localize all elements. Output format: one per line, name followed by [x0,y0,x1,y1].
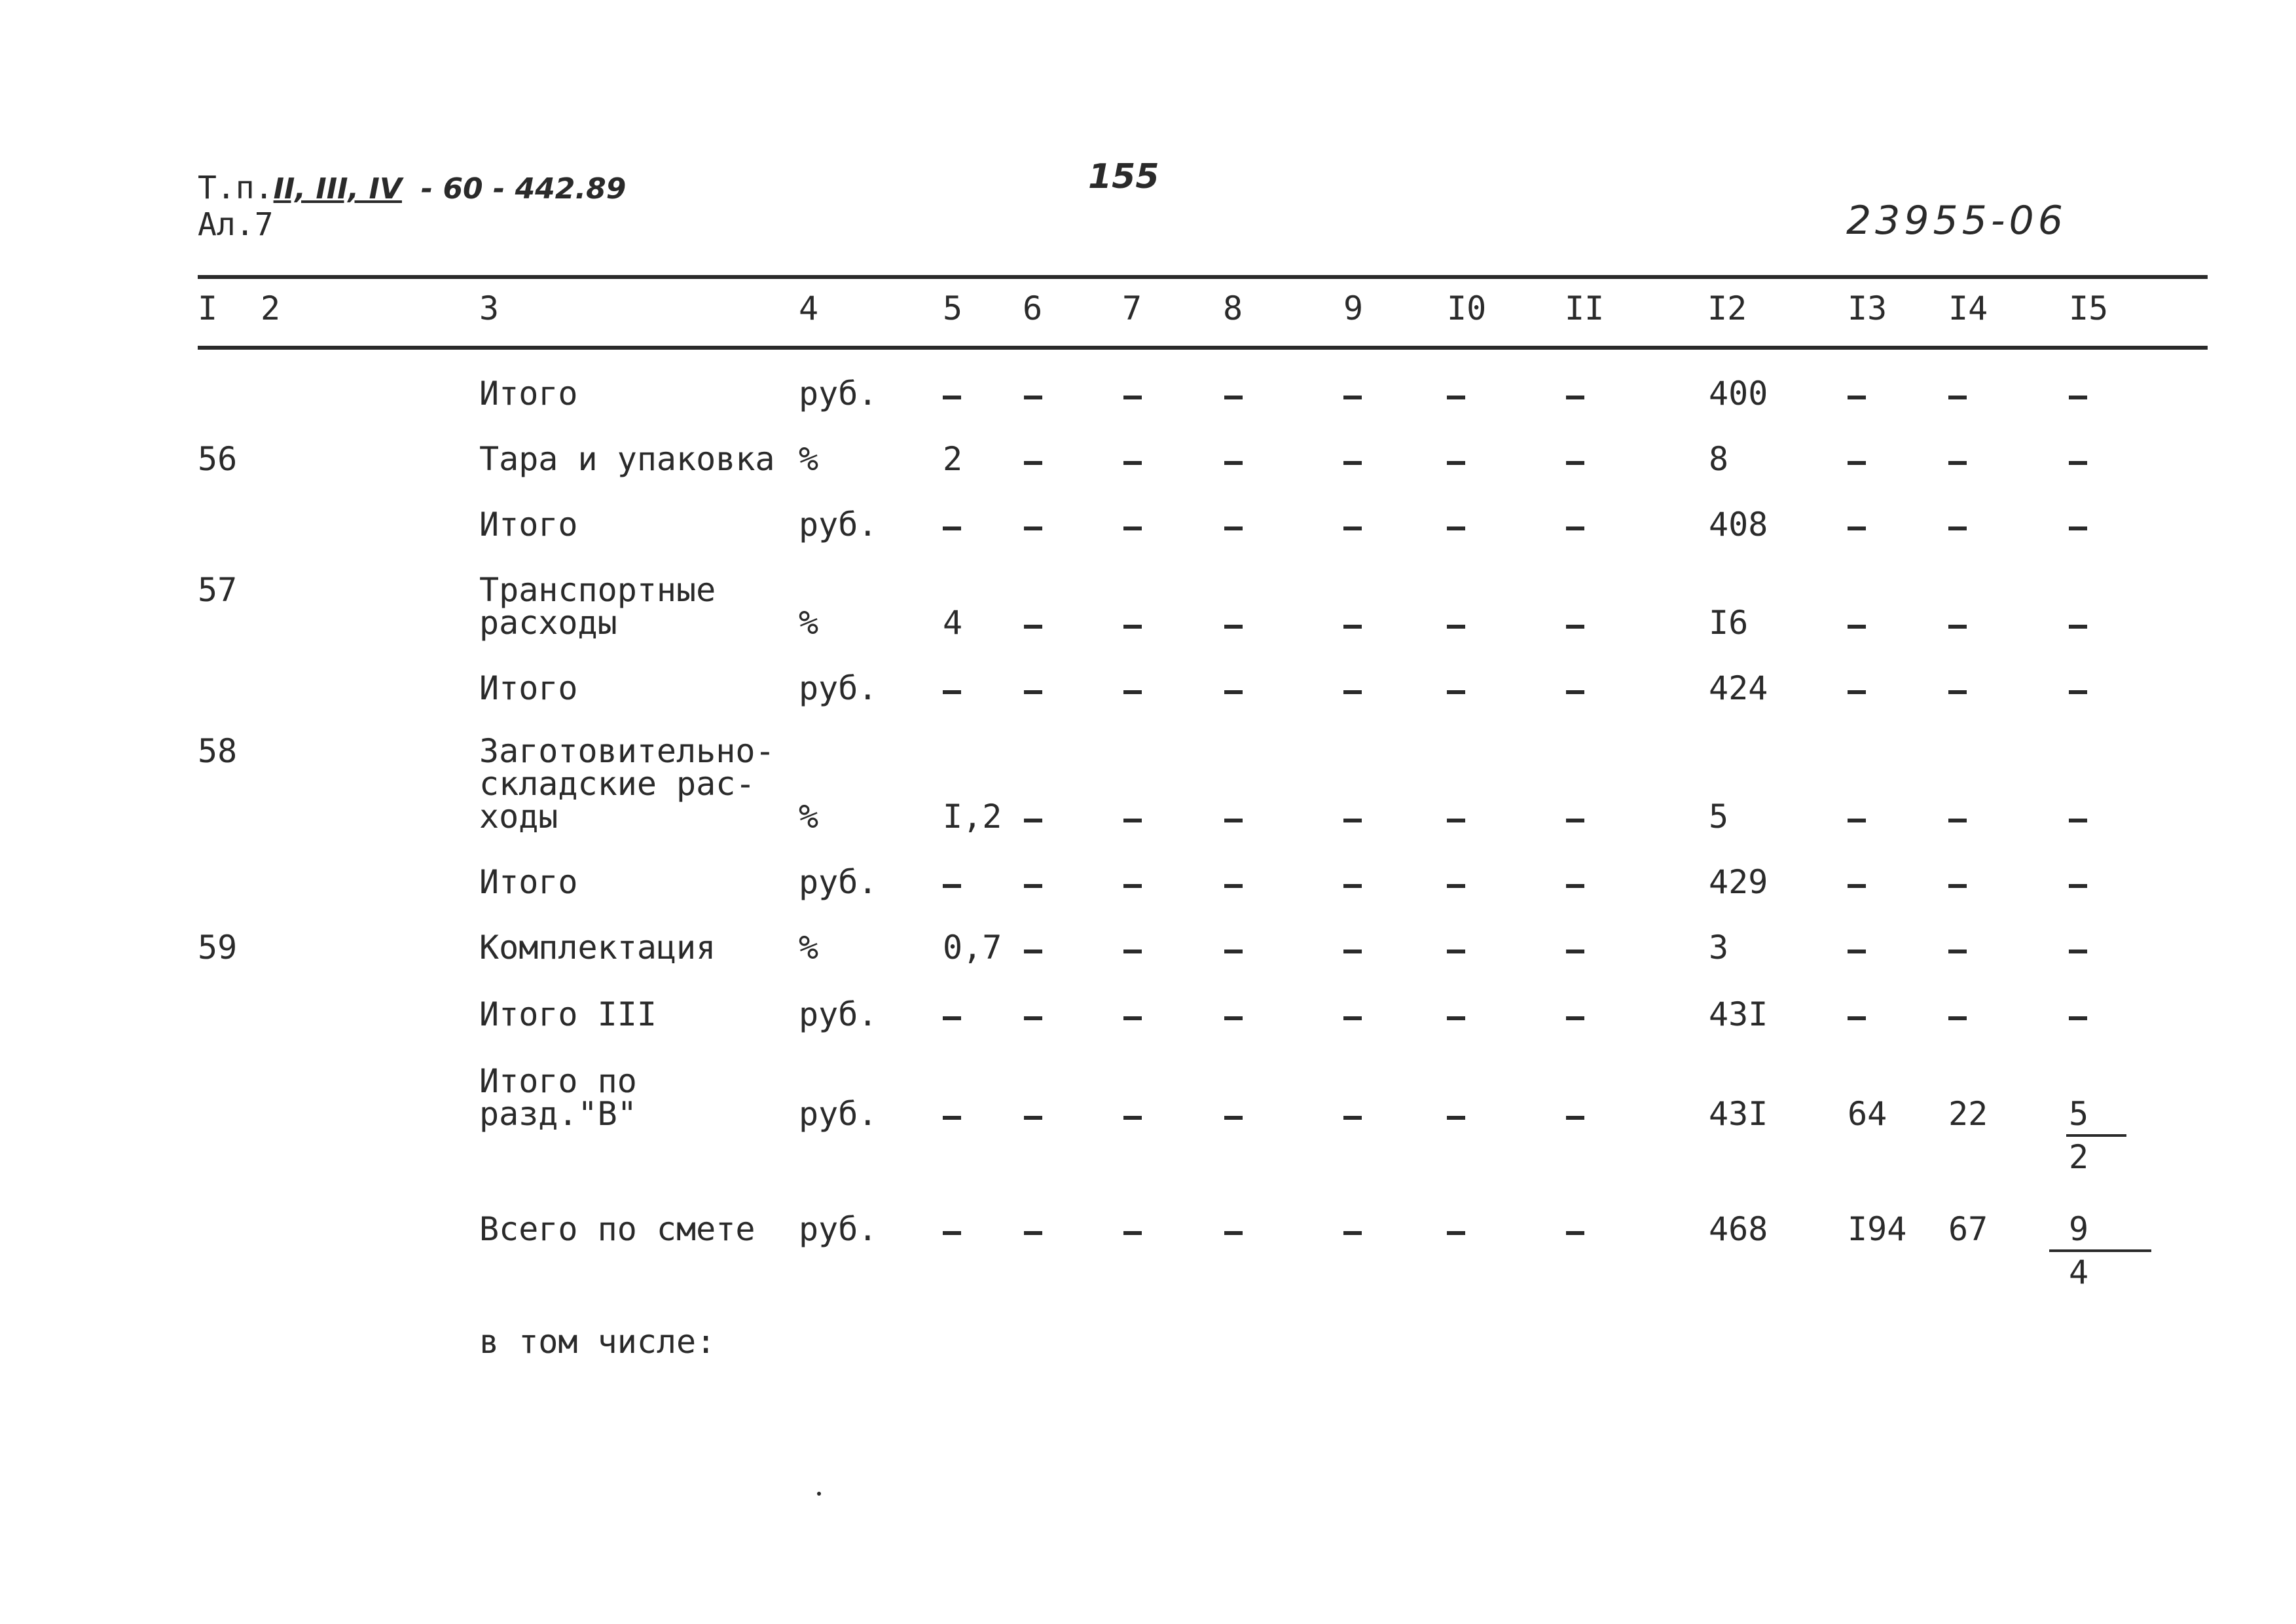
empty-dash [1123,1231,1142,1235]
empty-dash [2069,625,2087,629]
empty-dash [1848,461,1866,465]
empty-dash [1948,526,1967,530]
empty-dash [1024,819,1042,822]
empty-dash [1224,625,1243,629]
empty-dash [1224,1016,1243,1020]
empty-dash [1447,1116,1465,1120]
value-cell: 43I [1709,1095,1768,1133]
empty-dash [1566,690,1584,694]
item-name: Всего по смете [479,1210,756,1248]
empty-dash [1024,461,1042,465]
column-header: 6 [1023,289,1043,327]
empty-dash [2069,461,2087,465]
fraction-denominator: 2 [2069,1138,2089,1176]
item-name: складские рас- [479,765,756,803]
item-number: 57 [198,571,238,609]
value-cell: 5 [1709,798,1729,836]
empty-dash [1948,884,1967,888]
column-header: 5 [943,289,963,327]
empty-dash [1848,396,1866,399]
unit: руб. [799,1210,878,1248]
empty-dash [1024,1231,1042,1235]
empty-dash [1566,526,1584,530]
column-header: 8 [1223,289,1243,327]
empty-dash [1343,396,1362,399]
value-cell: 468 [1709,1210,1768,1248]
item-name: Итого [479,669,578,707]
empty-dash [1566,819,1584,822]
empty-dash [1447,1016,1465,1020]
empty-dash [1566,1231,1584,1235]
empty-dash [2069,819,2087,822]
fraction-bar [2066,1134,2126,1137]
empty-dash [1123,526,1142,530]
empty-dash [1123,1116,1142,1120]
empty-dash [1948,396,1967,399]
empty-dash [1447,1231,1465,1235]
value-cell: 408 [1709,506,1768,544]
empty-dash [1123,396,1142,399]
value-cell: I94 [1848,1210,1907,1248]
column-header: I4 [1948,289,1988,327]
empty-dash [1848,884,1866,888]
value-cell: 8 [1709,440,1729,478]
table-top-rule [198,275,2208,279]
unit: руб. [799,669,878,707]
empty-dash [1948,625,1967,629]
fraction-numerator: 5 [2069,1095,2089,1133]
column-header: I5 [2069,289,2109,327]
empty-dash [1566,625,1584,629]
item-number: 58 [198,732,238,770]
empty-dash [1848,625,1866,629]
empty-dash [1447,396,1465,399]
empty-dash [1343,819,1362,822]
empty-dash [1123,884,1142,888]
empty-dash [1123,461,1142,465]
empty-dash [1224,1116,1243,1120]
empty-dash [1848,950,1866,953]
empty-dash [1024,526,1042,530]
empty-dash [1224,819,1243,822]
album-label: Ал.7 [198,206,274,243]
empty-dash [1343,526,1362,530]
empty-dash [1447,461,1465,465]
doc-code-roman: II, III, IV [273,172,402,206]
document-code [198,172,626,206]
empty-dash [1566,950,1584,953]
empty-dash [1447,690,1465,694]
value-cell: 43I [1709,995,1768,1033]
empty-dash [1566,1016,1584,1020]
doc-code-prefix: Т.п. [198,170,274,206]
empty-dash [1343,461,1362,465]
unit: руб. [799,375,878,413]
doc-code-suffix: - 60 - 442.89 [420,172,627,206]
value-cell: 400 [1709,375,1768,413]
empty-dash [1566,396,1584,399]
empty-dash [1447,526,1465,530]
empty-dash [1343,1231,1362,1235]
column-header: I [198,289,218,327]
empty-dash [1566,884,1584,888]
empty-dash [1848,1016,1866,1020]
column-header: I0 [1447,289,1487,327]
empty-dash [1343,950,1362,953]
empty-dash [1948,1016,1967,1020]
column-header: I2 [1707,289,1747,327]
empty-dash [943,396,961,399]
empty-dash [1948,461,1967,465]
item-name: разд."В" [479,1095,637,1133]
item-name: Заготовительно- [479,732,775,770]
empty-dash [1024,690,1042,694]
empty-dash [1447,625,1465,629]
empty-dash [1123,690,1142,694]
unit: % [799,798,819,836]
empty-dash [1848,526,1866,530]
empty-dash [1447,950,1465,953]
unit: % [799,929,819,967]
column-header: II [1565,289,1605,327]
inventory-number: 23955-06 [1846,198,2067,244]
column-header: 7 [1122,289,1142,327]
item-name: Транспортные [479,571,716,609]
empty-dash [1948,690,1967,694]
empty-dash [1566,461,1584,465]
empty-dash [943,690,961,694]
item-name: Итого [479,506,578,544]
column-header: I3 [1848,289,1887,327]
unit: руб. [799,1095,878,1133]
empty-dash [1224,461,1243,465]
item-number: 56 [198,440,238,478]
unit: руб. [799,863,878,901]
empty-dash [2069,884,2087,888]
empty-dash [2069,396,2087,399]
item-number: 59 [198,929,238,967]
empty-dash [1224,396,1243,399]
empty-dash [1224,950,1243,953]
empty-dash [1343,625,1362,629]
empty-dash [1024,1016,1042,1020]
empty-dash [1848,819,1866,822]
item-name: Комплектация [479,929,716,967]
empty-dash [1123,950,1142,953]
table-header-bottom-rule [198,346,2208,350]
value-cell: 22 [1948,1095,1988,1133]
column-header: 9 [1343,289,1364,327]
empty-dash [1024,396,1042,399]
item-name: расходы [479,604,617,642]
empty-dash [1447,819,1465,822]
empty-dash [943,1116,961,1120]
unit: руб. [799,995,878,1033]
empty-dash [1343,884,1362,888]
fraction-numerator: 9 [2069,1210,2089,1248]
empty-dash [2069,1016,2087,1020]
fraction-bar [2049,1249,2151,1252]
empty-dash [943,884,961,888]
footer-note: в том числе: [479,1323,716,1361]
empty-dash [1343,1016,1362,1020]
empty-dash [1848,690,1866,694]
empty-dash [1343,690,1362,694]
empty-dash [1566,1116,1584,1120]
empty-dash [1447,884,1465,888]
fraction-denominator: 4 [2069,1253,2089,1291]
empty-dash [1024,1116,1042,1120]
empty-dash [1343,1116,1362,1120]
empty-dash [1123,819,1142,822]
unit: % [799,440,819,478]
empty-dash [1948,819,1967,822]
item-name: ходы [479,798,558,836]
empty-dash [1224,526,1243,530]
value-cell: I,2 [943,798,1002,836]
empty-dash [1123,1016,1142,1020]
empty-dash [1224,884,1243,888]
page-number: 155 [1088,157,1159,196]
empty-dash [1123,625,1142,629]
item-name: Итого по [479,1062,637,1100]
column-header: 3 [479,289,500,327]
empty-dash [943,526,961,530]
empty-dash [2069,526,2087,530]
unit: руб. [799,506,878,544]
value-cell: 424 [1709,669,1768,707]
empty-dash [1948,950,1967,953]
value-cell: 67 [1948,1210,1988,1248]
value-cell: 64 [1848,1095,1887,1133]
empty-dash [2069,950,2087,953]
column-header: 2 [261,289,281,327]
value-cell: 429 [1709,863,1768,901]
value-cell: 0,7 [943,929,1002,967]
value-cell: 3 [1709,929,1729,967]
empty-dash [1224,1231,1243,1235]
value-cell: I6 [1709,604,1749,642]
empty-dash [1024,950,1042,953]
empty-dash [1024,884,1042,888]
unit: % [799,604,819,642]
value-cell: 4 [943,604,963,642]
empty-dash [1224,690,1243,694]
value-cell: 2 [943,440,963,478]
item-name: Тара и упаковка [479,440,775,478]
scan-dot [817,1492,821,1496]
item-name: Итого III [479,995,657,1033]
empty-dash [943,1016,961,1020]
column-header: 4 [799,289,819,327]
empty-dash [2069,690,2087,694]
item-name: Итого [479,375,578,413]
empty-dash [1024,625,1042,629]
empty-dash [943,1231,961,1235]
item-name: Итого [479,863,578,901]
